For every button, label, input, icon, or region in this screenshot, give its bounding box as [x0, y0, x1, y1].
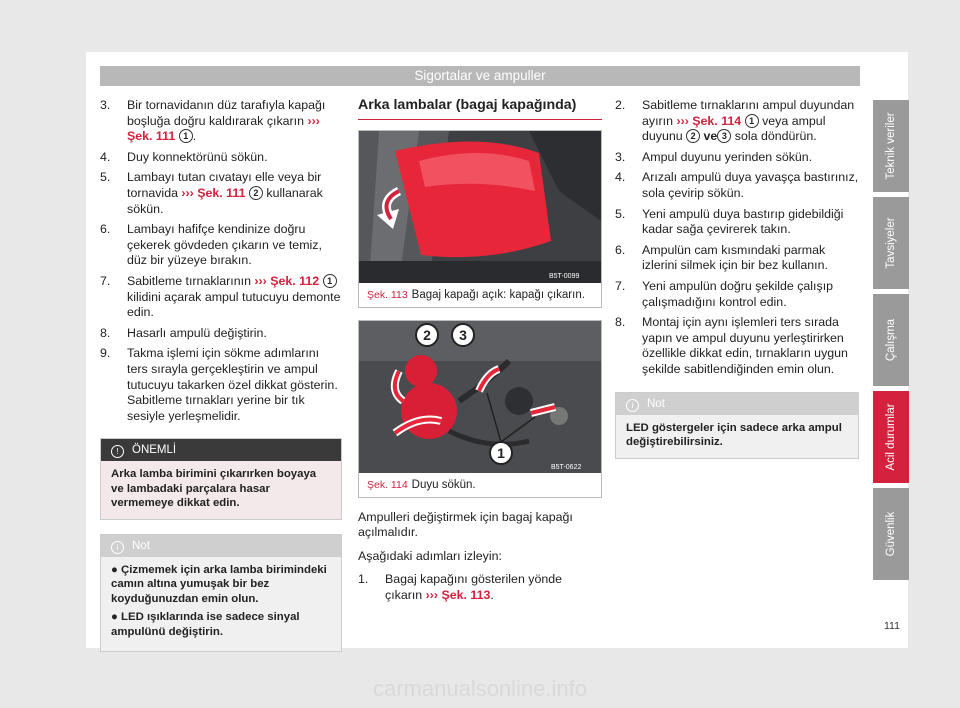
figure-113-image: [359, 131, 601, 283]
figure-caption: Şek. 114 Duyu sökün.: [367, 478, 476, 491]
note-item: ● LED ışıklarında ise sadece sinyal ampulünü değiştirin.: [111, 611, 300, 638]
step-item: 9. Takma işlemi için sökme adımlarını ters sırayla gerçekleştirin ve ampul tutucuyu takarken özel dikkat gösterin. Sabitleme tırnakları yerine bir tık sesiyle yerleşmelidir.: [100, 346, 338, 423]
important-box: [100, 438, 342, 520]
figure-114: [358, 320, 602, 498]
step-item: 8. Montaj için aynı işlemleri ters sırada yapın ve ampul duyunu yerleştirirken özellikle dikkat edin, tırnakların uygun şekilde sabitlendiğinden emin olun.: [615, 315, 848, 376]
section-title: Arka lambalar (bagaj kapağında): [358, 98, 602, 120]
note-box: [100, 534, 342, 653]
figure-114-image: [359, 321, 601, 473]
figure-caption: Şek. 113 Bagaj kapağı açık: kapağı çıkarın.: [367, 288, 585, 301]
figure-113: [358, 130, 602, 308]
tab-tavsiyeler[interactable]: Tavsiyeler: [873, 197, 909, 289]
tab-teknik-veriler[interactable]: Teknik veriler: [873, 100, 909, 192]
figure-code: B5T-0622: [551, 463, 582, 471]
step-item: 6. Lambayı hafifçe kendinize doğru çekerek gövdeden çıkarın ve temiz, düz bir yüzeye bırakın.: [100, 222, 322, 268]
page-number: 111: [884, 620, 900, 632]
step-item: 7. Sabitleme tırnaklarının ››› Şek. 112 1 kilidini açarak ampul tutucuyu demonte edin.: [100, 273, 341, 320]
figure-reference-link[interactable]: ››› Şek. 111: [181, 185, 246, 200]
step-item: 6. Ampulün cam kısmındaki parmak izlerini silmek için bir bez kullanın.: [615, 242, 828, 273]
callout-circle: 2: [686, 129, 700, 143]
important-header: ! ÖNEMLİ: [101, 439, 341, 461]
note-header: i Not: [101, 535, 341, 557]
step-item: 7. Yeni ampulün doğru şekilde çalışıp çalışmadığını kontrol edin.: [615, 278, 834, 309]
watermark: carmanualsonline.info: [372, 676, 588, 701]
info-icon: i: [626, 399, 639, 412]
steps-list-left: [100, 98, 342, 424]
page-header: Sigortalar ve ampuller: [100, 66, 860, 86]
callout-circle: 1: [745, 114, 759, 128]
note-box: [615, 392, 859, 459]
info-icon: i: [111, 541, 124, 554]
step-item: 3. Ampul duyunu yerinden sökün.: [615, 149, 813, 164]
figure-reference-link[interactable]: ››› Şek. 111: [127, 113, 320, 144]
step-item: 1. Bagaj kapağını gösterilen yönde çıkarın ››› Şek. 113.: [358, 572, 563, 602]
step-item: 8. Hasarlı ampulü değiştirin.: [100, 325, 267, 340]
paragraph: Ampulleri değiştirmek için bagaj kapağı açılmalıdır.: [358, 509, 573, 540]
note-header: i Not: [616, 393, 858, 415]
paragraph: Aşağıdaki adımları izleyin:: [358, 548, 502, 563]
warning-icon: !: [111, 445, 124, 458]
tab-guvenlik[interactable]: Güvenlik: [873, 488, 909, 580]
step-item: 5. Lambayı tutan cıvatayı elle veya bir tornavida ››› Şek. 111 2 kullanarak sökün.: [100, 170, 323, 216]
note-item: ● Çizmemek için arka lamba birimindeki camın altına yumuşak bir bez koyduğunuzdan emin olun.: [111, 563, 327, 605]
step-item: 5. Yeni ampulü duya bastırıp gidebildiği kadar sağa çevirerek takın.: [615, 206, 844, 237]
figure-code: B5T-0099: [549, 272, 580, 280]
tab-acil-durumlar[interactable]: Acil durumlar: [873, 391, 909, 483]
callout-circle: 2: [249, 186, 263, 200]
tab-calisma[interactable]: Çalışma: [873, 294, 909, 386]
callout-circle: 1: [179, 129, 193, 143]
callout-circle: 1: [323, 274, 337, 288]
callout-circle: 3: [717, 129, 731, 143]
figure-reference-link[interactable]: ››› Şek. 112: [254, 273, 320, 288]
figure-reference-link[interactable]: ››› Şek. 114: [676, 113, 742, 128]
column-right: [615, 98, 859, 459]
step-item: 3. Bir tornavidanın düz tarafıyla kapağı boşluğa doğru kaldırarak çıkarın ››› Şek. 111 1 .: [100, 98, 326, 144]
figure-reference-link[interactable]: ››› Şek. 113: [425, 587, 491, 602]
callout-1: 1: [497, 444, 505, 461]
callout-3: 3: [459, 326, 467, 343]
note-text: LED göstergeler için sadece arka ampul değiştirebilirsiniz.: [626, 421, 842, 448]
step-item: 4. Duy konnektörünü sökün.: [100, 149, 268, 164]
step-item: 4. Arızalı ampulü duya yavaşça bastırınız, sola çevirip sökün.: [615, 170, 859, 200]
steps-list-right: [615, 98, 859, 378]
column-left: [100, 98, 342, 652]
steps-list-middle: [358, 572, 602, 603]
column-middle: [358, 98, 602, 609]
important-text: Arka lamba birimini çıkarırken boyaya ve lambadaki parçalara hasar vermemeye dikkat edin.: [111, 468, 317, 510]
step-item: 2. Sabitleme tırnaklarını ampul duyundan ayırın ››› Şek. 114 1 veya ampul duyunu 2 ve 3 sola döndürün.: [615, 98, 855, 144]
callout-2: 2: [423, 326, 431, 343]
